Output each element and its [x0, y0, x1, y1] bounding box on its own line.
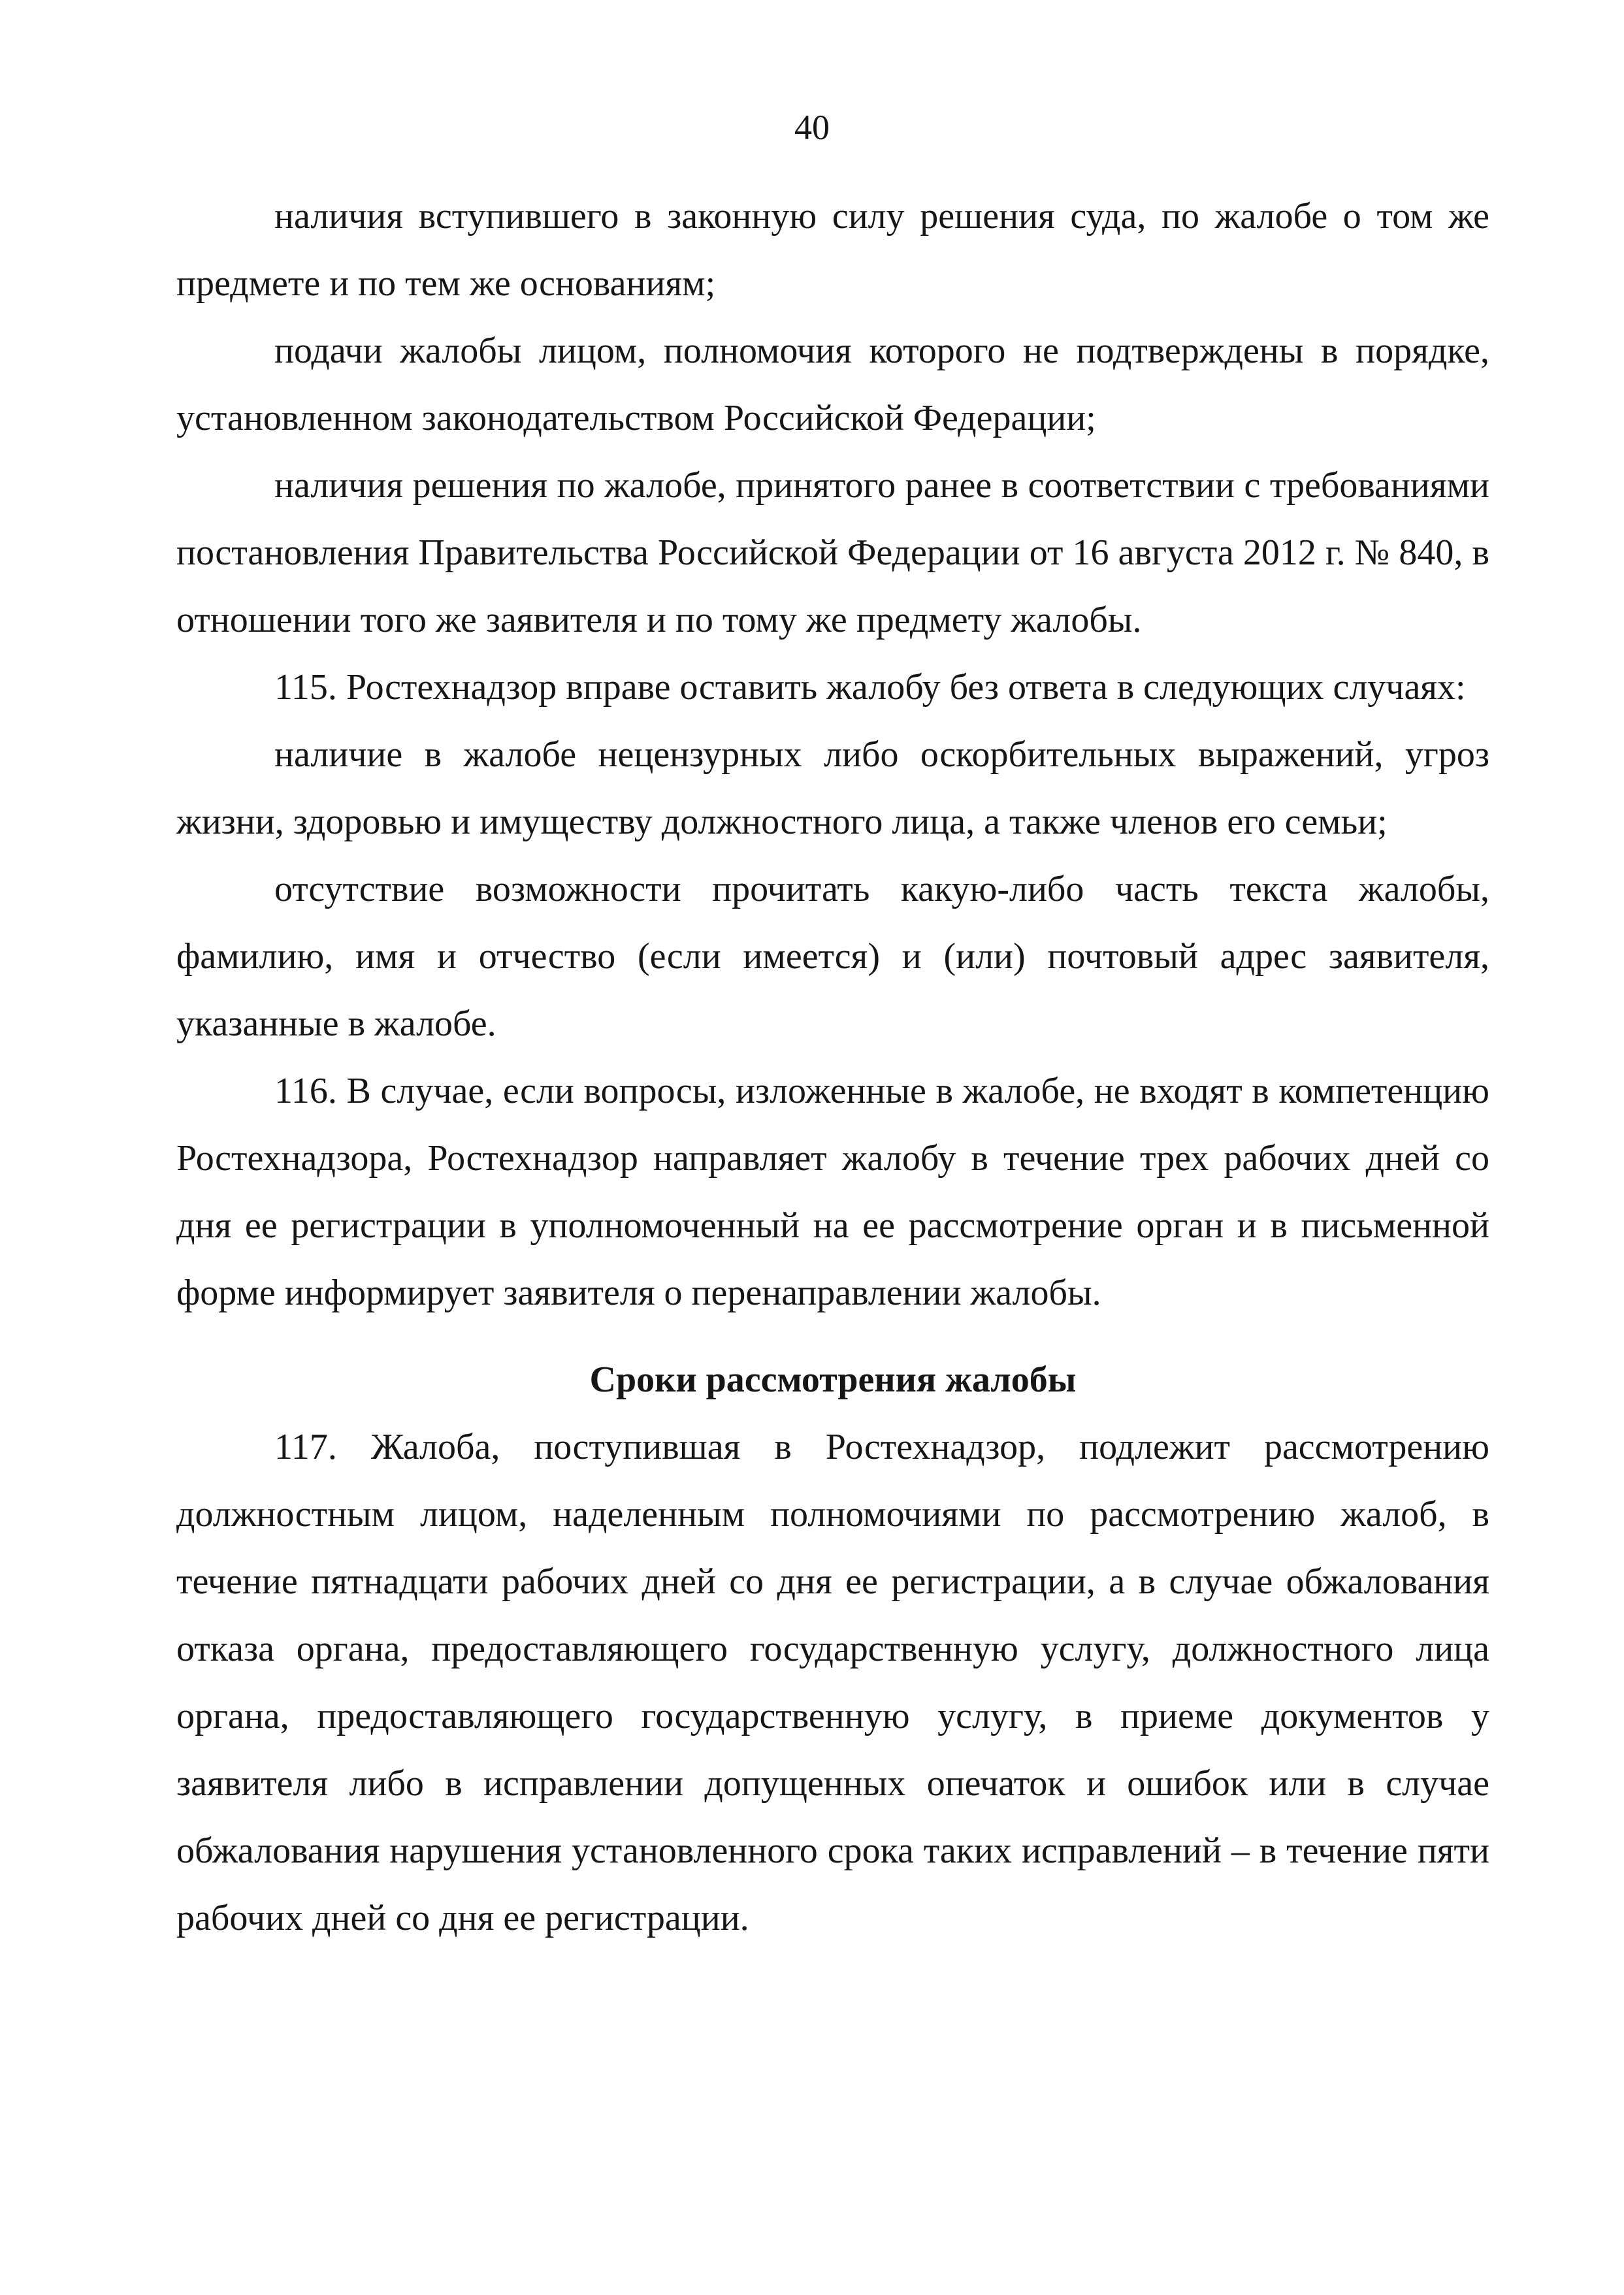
paragraph-117: 117. Жалоба, поступившая в Ростехнадзор, подлежит рассмотрению должностным лицом, наделенным полномочиями по рассмотрению жалоб, в течение пятнадцати рабочих дней со дня ее регистрации, а в случае обжалования отказа органа, предоставляющего государственную услугу, должностного лица органа, предоставляющего государственную услугу, в приеме документов у заявителя либо в исправлении допущенных опечаток и ошибок или в случае обжалования нарушения установленного срока таких исправлений – в течение пяти рабочих дней со дня ее регистрации.: [176, 1427, 1489, 1938]
paragraph-116: 116. В случае, если вопросы, изложенные в жалобе, не входят в компетенцию Ростехнадзора, Ростехнадзор направляет жалобу в течение трех рабочих дней со дня ее регистрации в уполномоченный на ее рассмотрение орган и в письменной форме информирует заявителя о перенаправлении жалобы.: [176, 1071, 1489, 1313]
paragraph-obscene-language: наличие в жалобе нецензурных либо оскорбительных выражений, угроз жизни, здоровью и имуществу должностного лица, а также членов его семьи;: [176, 734, 1489, 842]
paragraph-court-decision: наличия вступившего в законную силу решения суда, по жалобе о том же предмете и по тем же основаниям;: [176, 196, 1489, 304]
paragraph-unreadable-text: отсутствие возможности прочитать какую-либо часть текста жалобы, фамилию, имя и отчество (если имеется) и (или) почтовый адрес заявителя, указанные в жалобе.: [176, 869, 1489, 1044]
paragraph-prior-decision: наличия решения по жалобе, принятого ранее в соответствии с требованиями постановления Правительства Российской Федерации от 16 августа 2012 г. № 840, в отношении того же заявителя и по тому же предмету жалобы.: [176, 465, 1489, 640]
paragraph-115: 115. Ростехнадзор вправе оставить жалобу без ответа в следующих случаях:: [274, 667, 1466, 708]
page-number: 40: [794, 108, 830, 147]
paragraph-unauthorized-person: подачи жалобы лицом, полномочия которого не подтверждены в порядке, установленном законодательством Российской Федерации;: [176, 331, 1489, 438]
section-heading: Сроки рассмотрения жалобы: [589, 1359, 1077, 1400]
document-body: [176, 183, 1489, 1952]
